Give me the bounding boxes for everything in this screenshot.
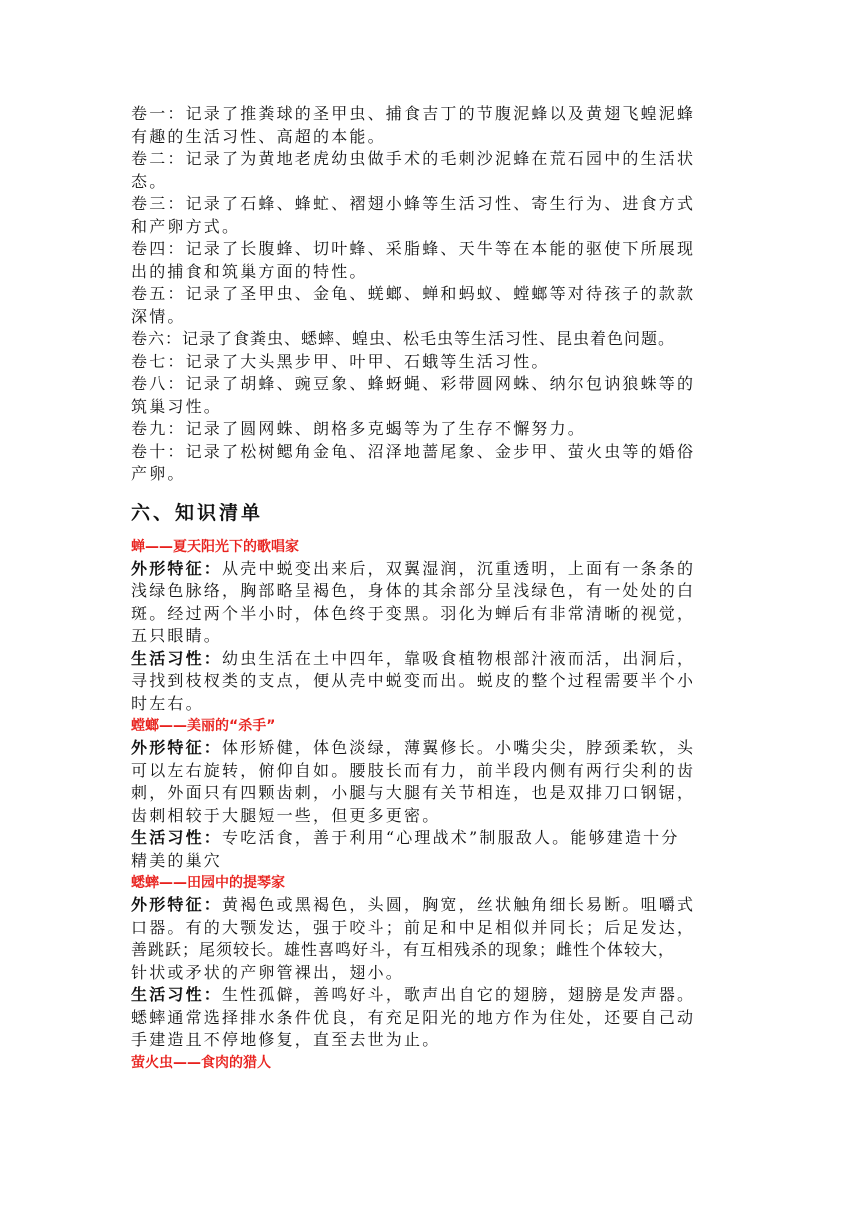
insect-cicada [131, 536, 736, 716]
features-text: 从壳中蜕变出来后，双翼湿润，沉重透明，上面有一条条的 [222, 558, 696, 578]
features-text: 斑。经过两个半小时，体色终于变黑。羽化为蝉后有非常清晰的视觉， [131, 603, 696, 623]
insect-cricket [131, 872, 736, 1052]
features-text: 刺，外面只有四颗齿刺，小腿与大腿有关节相连，也是双排刀口钢锯， [131, 783, 696, 802]
document-page [131, 103, 736, 1074]
features-text: 可以左右旋转，俯仰自如。腰肢长而有力，前半段内侧有两行尖利的齿 [131, 760, 696, 780]
volume-2-line-1: 卷二：记录了为黄地老虎幼虫做手术的毛刺沙泥蜂在荒石园中的生活状 [131, 149, 696, 168]
insect-title: 萤火虫——食肉的猎人 [131, 1054, 271, 1071]
section-title: 六、知识清单 [131, 501, 264, 524]
volume-4-line-2: 出的捕食和筑巢方面的特性。 [131, 261, 368, 281]
volume-5-line-1: 卷五：记录了圣甲虫、金龟、蜣螂、蝉和蚂蚁、螳螂等对待孩子的款款 [131, 284, 696, 303]
volume-10-line-2: 产卵。 [131, 464, 186, 483]
volume-3-line-1: 卷三：记录了石蜂、蜂虻、褶翅小蜂等生活习性、寄生行为、进食方式 [131, 194, 696, 213]
features-label: 外形特征： [131, 738, 223, 757]
insect-title: 蟋蟀——田园中的提琴家 [131, 875, 285, 891]
features-text: 五只眼睛。 [131, 626, 223, 645]
volume-4-line-1: 卷四：记录了长腹蜂、切叶蜂、采脂蜂、天牛等在本能的驱使下所展现 [131, 239, 696, 258]
volume-6-line-1: 卷六：记录了食粪虫、蟋蟀、蝗虫、松毛虫等生活习性、昆虫着色问题。 [131, 329, 676, 348]
features-text: 针状或矛状的产卵管裸出，翅小。 [131, 962, 405, 982]
volume-1-line-2: 有趣的生活习性、高超的本能。 [131, 126, 386, 146]
features-text: 齿刺相较于大腿短一些，但更多更密。 [131, 805, 441, 825]
habits-text: 手建造且不停地修复，直至去世为止。 [131, 1030, 441, 1049]
habits-label: 生活习性： [131, 828, 223, 847]
features-label: 外形特征： [131, 558, 223, 578]
habits-text: 时左右。 [131, 693, 204, 713]
features-text: 体形矫健，体色淡绿，薄翼修长。小嘴尖尖，脖颈柔软，头 [222, 738, 696, 757]
insect-title: 螳螂——美丽的“杀手” [131, 718, 276, 734]
features-text: 口器。有的大颚发达，强于咬斗；前足和中足相似并同长；后足发达， [131, 917, 696, 937]
features-text: 黄褐色或黑褐色，头圆，胸宽，丝状触角细长易断。咀嚼式 [222, 895, 696, 914]
habits-text: 寻找到枝杈类的支点，便从壳中蜕变而出。蜕皮的整个过程需要半个小 [131, 671, 696, 690]
volume-7-line-1: 卷七：记录了大头黑步甲、叶甲、石蛾等生活习性。 [131, 351, 550, 371]
features-text: 浅绿色脉络，胸部略呈褐色，身体的其余部分呈浅绿色，有一处处的白 [131, 581, 696, 600]
volume-8-line-2: 筑巢习性。 [131, 396, 223, 416]
volume-1-line-1: 卷一：记录了推粪球的圣甲虫、捕食吉丁的节腹泥蜂以及黄翅飞蝗泥蜂 [131, 104, 696, 123]
volume-3-line-2: 和产卵方式。 [131, 216, 241, 236]
features-label: 外形特征： [131, 895, 223, 914]
habits-label: 生活习性： [131, 985, 223, 1004]
insect-title: 蝉——夏天阳光下的歌唱家 [131, 538, 299, 555]
insect-firefly [131, 1052, 736, 1074]
habits-text: 生性孤僻，善鸣好斗，歌声出自它的翅膀，翅膀是发声器。 [222, 985, 696, 1004]
habits-label: 生活习性： [131, 648, 223, 668]
habits-text: 幼虫生活在土中四年，靠吸食植物根部汁液而活，出洞后， [222, 648, 696, 668]
volume-5-line-2: 深情。 [131, 306, 186, 326]
volume-8-line-1: 卷八：记录了胡蜂、豌豆象、蜂蚜蝇、彩带圆网蛛、纳尔包讷狼蛛等的 [131, 374, 696, 393]
habits-text: 蟋蟀通常选择排水条件优良，有充足阳光的地方作为住处，还要自己动 [131, 1007, 696, 1027]
features-text: 善跳跃；尾须较长。雄性喜鸣好斗，有互相残杀的现象；雌性个体较大， [131, 940, 676, 959]
habits-text: 专吃活食，善于利用“心理战术”制服敌人。能够建造十分 [222, 828, 680, 847]
volume-list [131, 103, 736, 486]
habits-text: 精美的巢穴 [131, 850, 223, 870]
volume-9-line-1: 卷九：记录了圆网蛛、朗格多克蝎等为了生存不懈努力。 [131, 419, 587, 438]
volume-10-line-1: 卷十：记录了松树鳃角金龟、沼泽地蔷尾象、金步甲、萤火虫等的婚俗 [131, 441, 696, 461]
volume-2-line-2: 态。 [131, 171, 168, 191]
insect-mantis [131, 715, 736, 872]
